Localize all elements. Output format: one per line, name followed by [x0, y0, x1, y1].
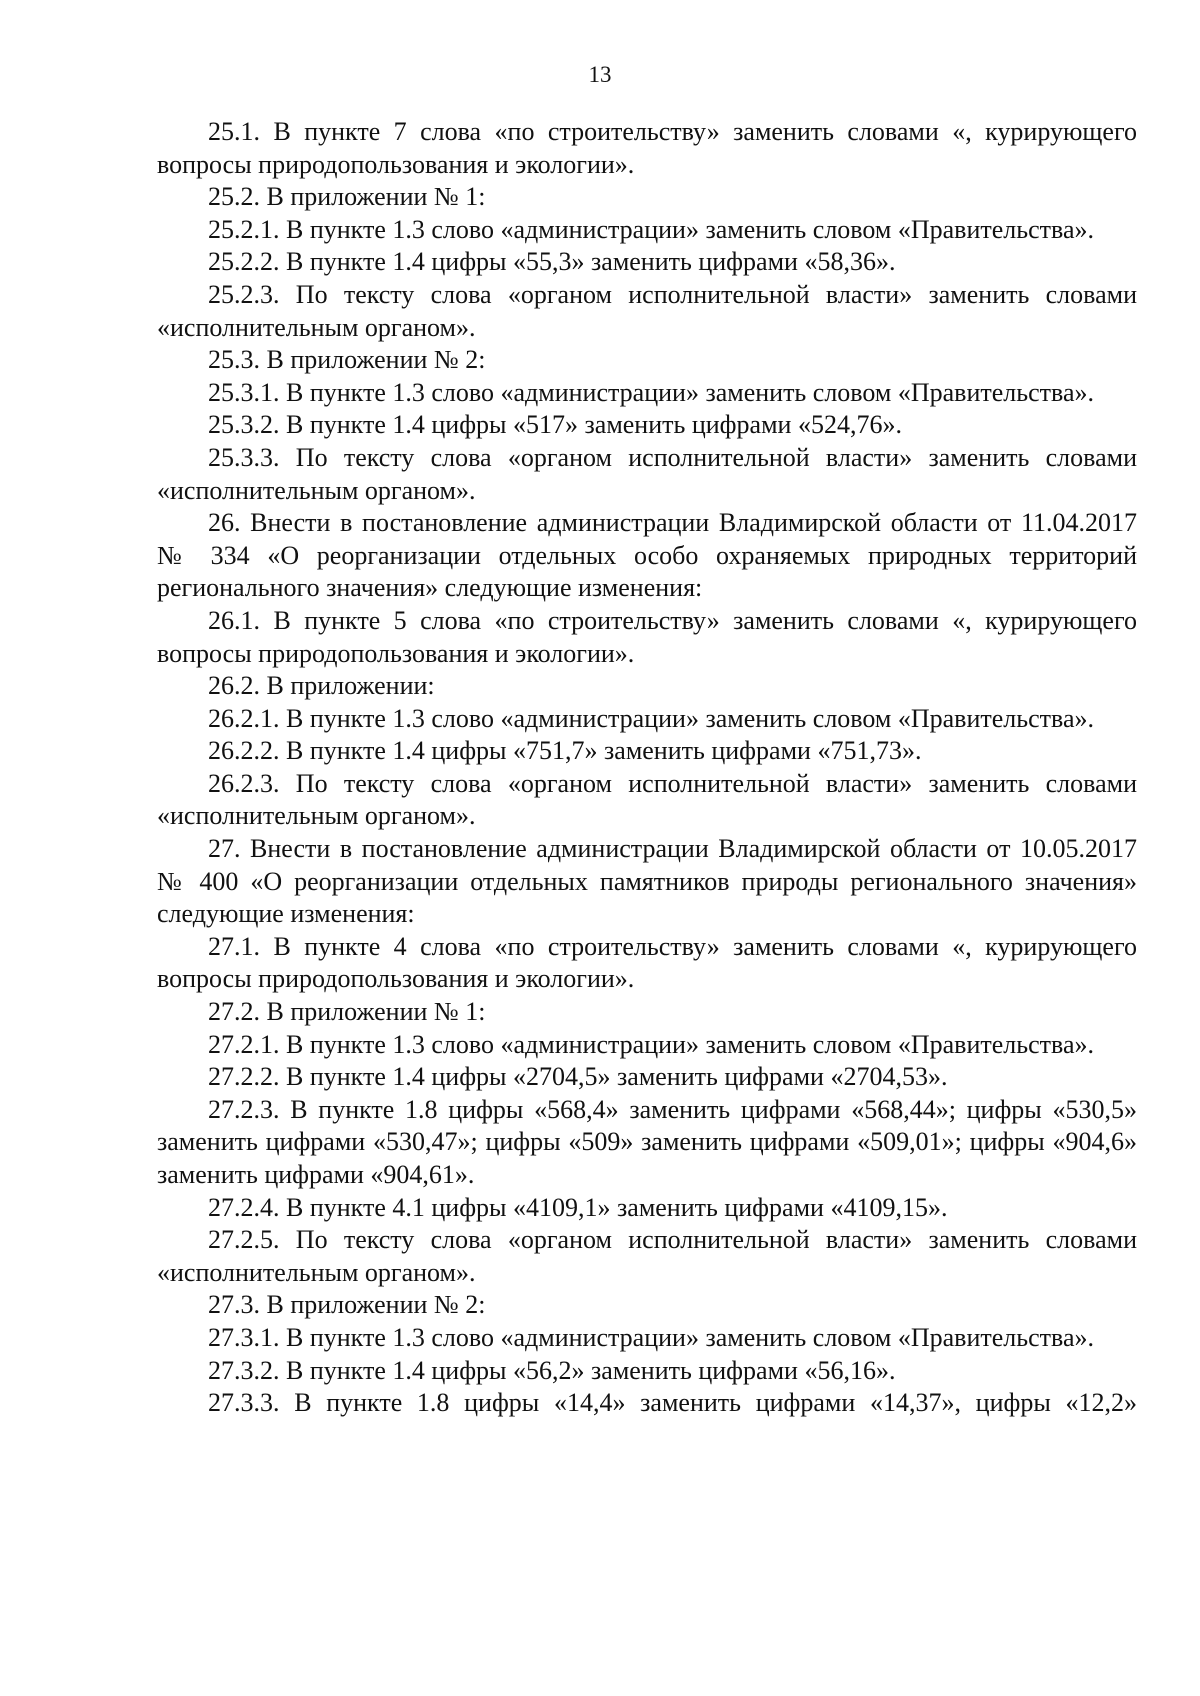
paragraph-27-1: 27.1. В пункте 4 слова «по строительству» заменить словами «, курирующего вопросы природопользования и экологии».: [157, 931, 1137, 994]
paragraph-25-3: 25.3. В приложении № 2:: [208, 345, 486, 375]
document-body: [157, 116, 1137, 1420]
paragraph-27: 27. Внести в постановление администрации Владимирской области от 10.05.2017 № 400 «О реорганизации отдельных памятников природы регионального значения» следующие изменения:: [157, 834, 1137, 929]
paragraph-27-2-4: 27.2.4. В пункте 4.1 цифры «4109,1» заменить цифрами «4109,15».: [208, 1192, 948, 1222]
paragraph-25-3-2: 25.3.2. В пункте 1.4 цифры «517» заменить цифрами «524,76».: [208, 410, 902, 440]
paragraph-27-2-3: 27.2.3. В пункте 1.8 цифры «568,4» заменить цифрами «568,44»; цифры «530,5» заменить цифрами «530,47»; цифры «509» заменить цифрами «509,01»; цифры «904,6» заменить цифрами «904,61».: [157, 1094, 1137, 1189]
paragraph-25-2-1: 25.2.1. В пункте 1.3 слово «администрации» заменить словом «Правительства».: [208, 214, 1094, 244]
paragraph-25-2: 25.2. В приложении № 1:: [208, 182, 486, 212]
paragraph-26-2-2: 26.2.2. В пункте 1.4 цифры «751,7» заменить цифрами «751,73».: [208, 736, 922, 766]
paragraph-26-2: 26.2. В приложении:: [208, 671, 435, 701]
paragraph-27-3: 27.3. В приложении № 2:: [208, 1290, 486, 1320]
paragraph-25-2-3: 25.2.3. По тексту слова «органом исполнительной власти» заменить словами «исполнительным органом».: [157, 279, 1137, 342]
paragraph-25-3-1: 25.3.1. В пункте 1.3 слово «администрации» заменить словом «Правительства».: [208, 377, 1094, 407]
paragraph-26-2-3: 26.2.3. По тексту слова «органом исполнительной власти» заменить словами «исполнительным органом».: [157, 768, 1137, 831]
paragraph-25-1: 25.1. В пункте 7 слова «по строительству» заменить словами «, курирующего вопросы природопользования и экологии».: [157, 117, 1137, 179]
paragraph-27-2-1: 27.2.1. В пункте 1.3 слово «администрации» заменить словом «Правительства».: [208, 1029, 1094, 1059]
paragraph-27-2-2: 27.2.2. В пункте 1.4 цифры «2704,5» заменить цифрами «2704,53».: [208, 1062, 948, 1092]
paragraph-27-2-5: 27.2.5. По тексту слова «органом исполнительной власти» заменить словами «исполнительным органом».: [157, 1225, 1137, 1287]
page-number: 13: [588, 62, 612, 87]
paragraph-27-2: 27.2. В приложении № 1:: [208, 997, 486, 1027]
paragraph-25-3-3: 25.3.3. По тексту слова «органом исполнительной власти» заменить словами «исполнительным органом».: [157, 442, 1137, 505]
paragraph-26-2-1: 26.2.1. В пункте 1.3 слово «администрации» заменить словом «Правительства».: [208, 703, 1094, 733]
paragraph-27-3-3: 27.3.3. В пункте 1.8 цифры «14,4» заменить цифрами «14,37», цифры «12,2»: [208, 1388, 1137, 1418]
paragraph-25-2-2: 25.2.2. В пункте 1.4 цифры «55,3» заменить цифрами «58,36».: [208, 247, 896, 277]
paragraph-27-3-2: 27.3.2. В пункте 1.4 цифры «56,2» заменить цифрами «56,16».: [208, 1355, 896, 1385]
paragraph-26-1: 26.1. В пункте 5 слова «по строительству» заменить словами «, курирующего вопросы природопользования и экологии».: [157, 605, 1137, 668]
paragraph-26: 26. Внести в постановление администрации Владимирской области от 11.04.2017 № 334 «О реорганизации отдельных особо охраняемых природных территорий регионального значения» следующие изменения:: [157, 508, 1137, 603]
paragraph-27-3-1: 27.3.1. В пункте 1.3 слово «администрации» заменить словом «Правительства».: [208, 1322, 1094, 1352]
